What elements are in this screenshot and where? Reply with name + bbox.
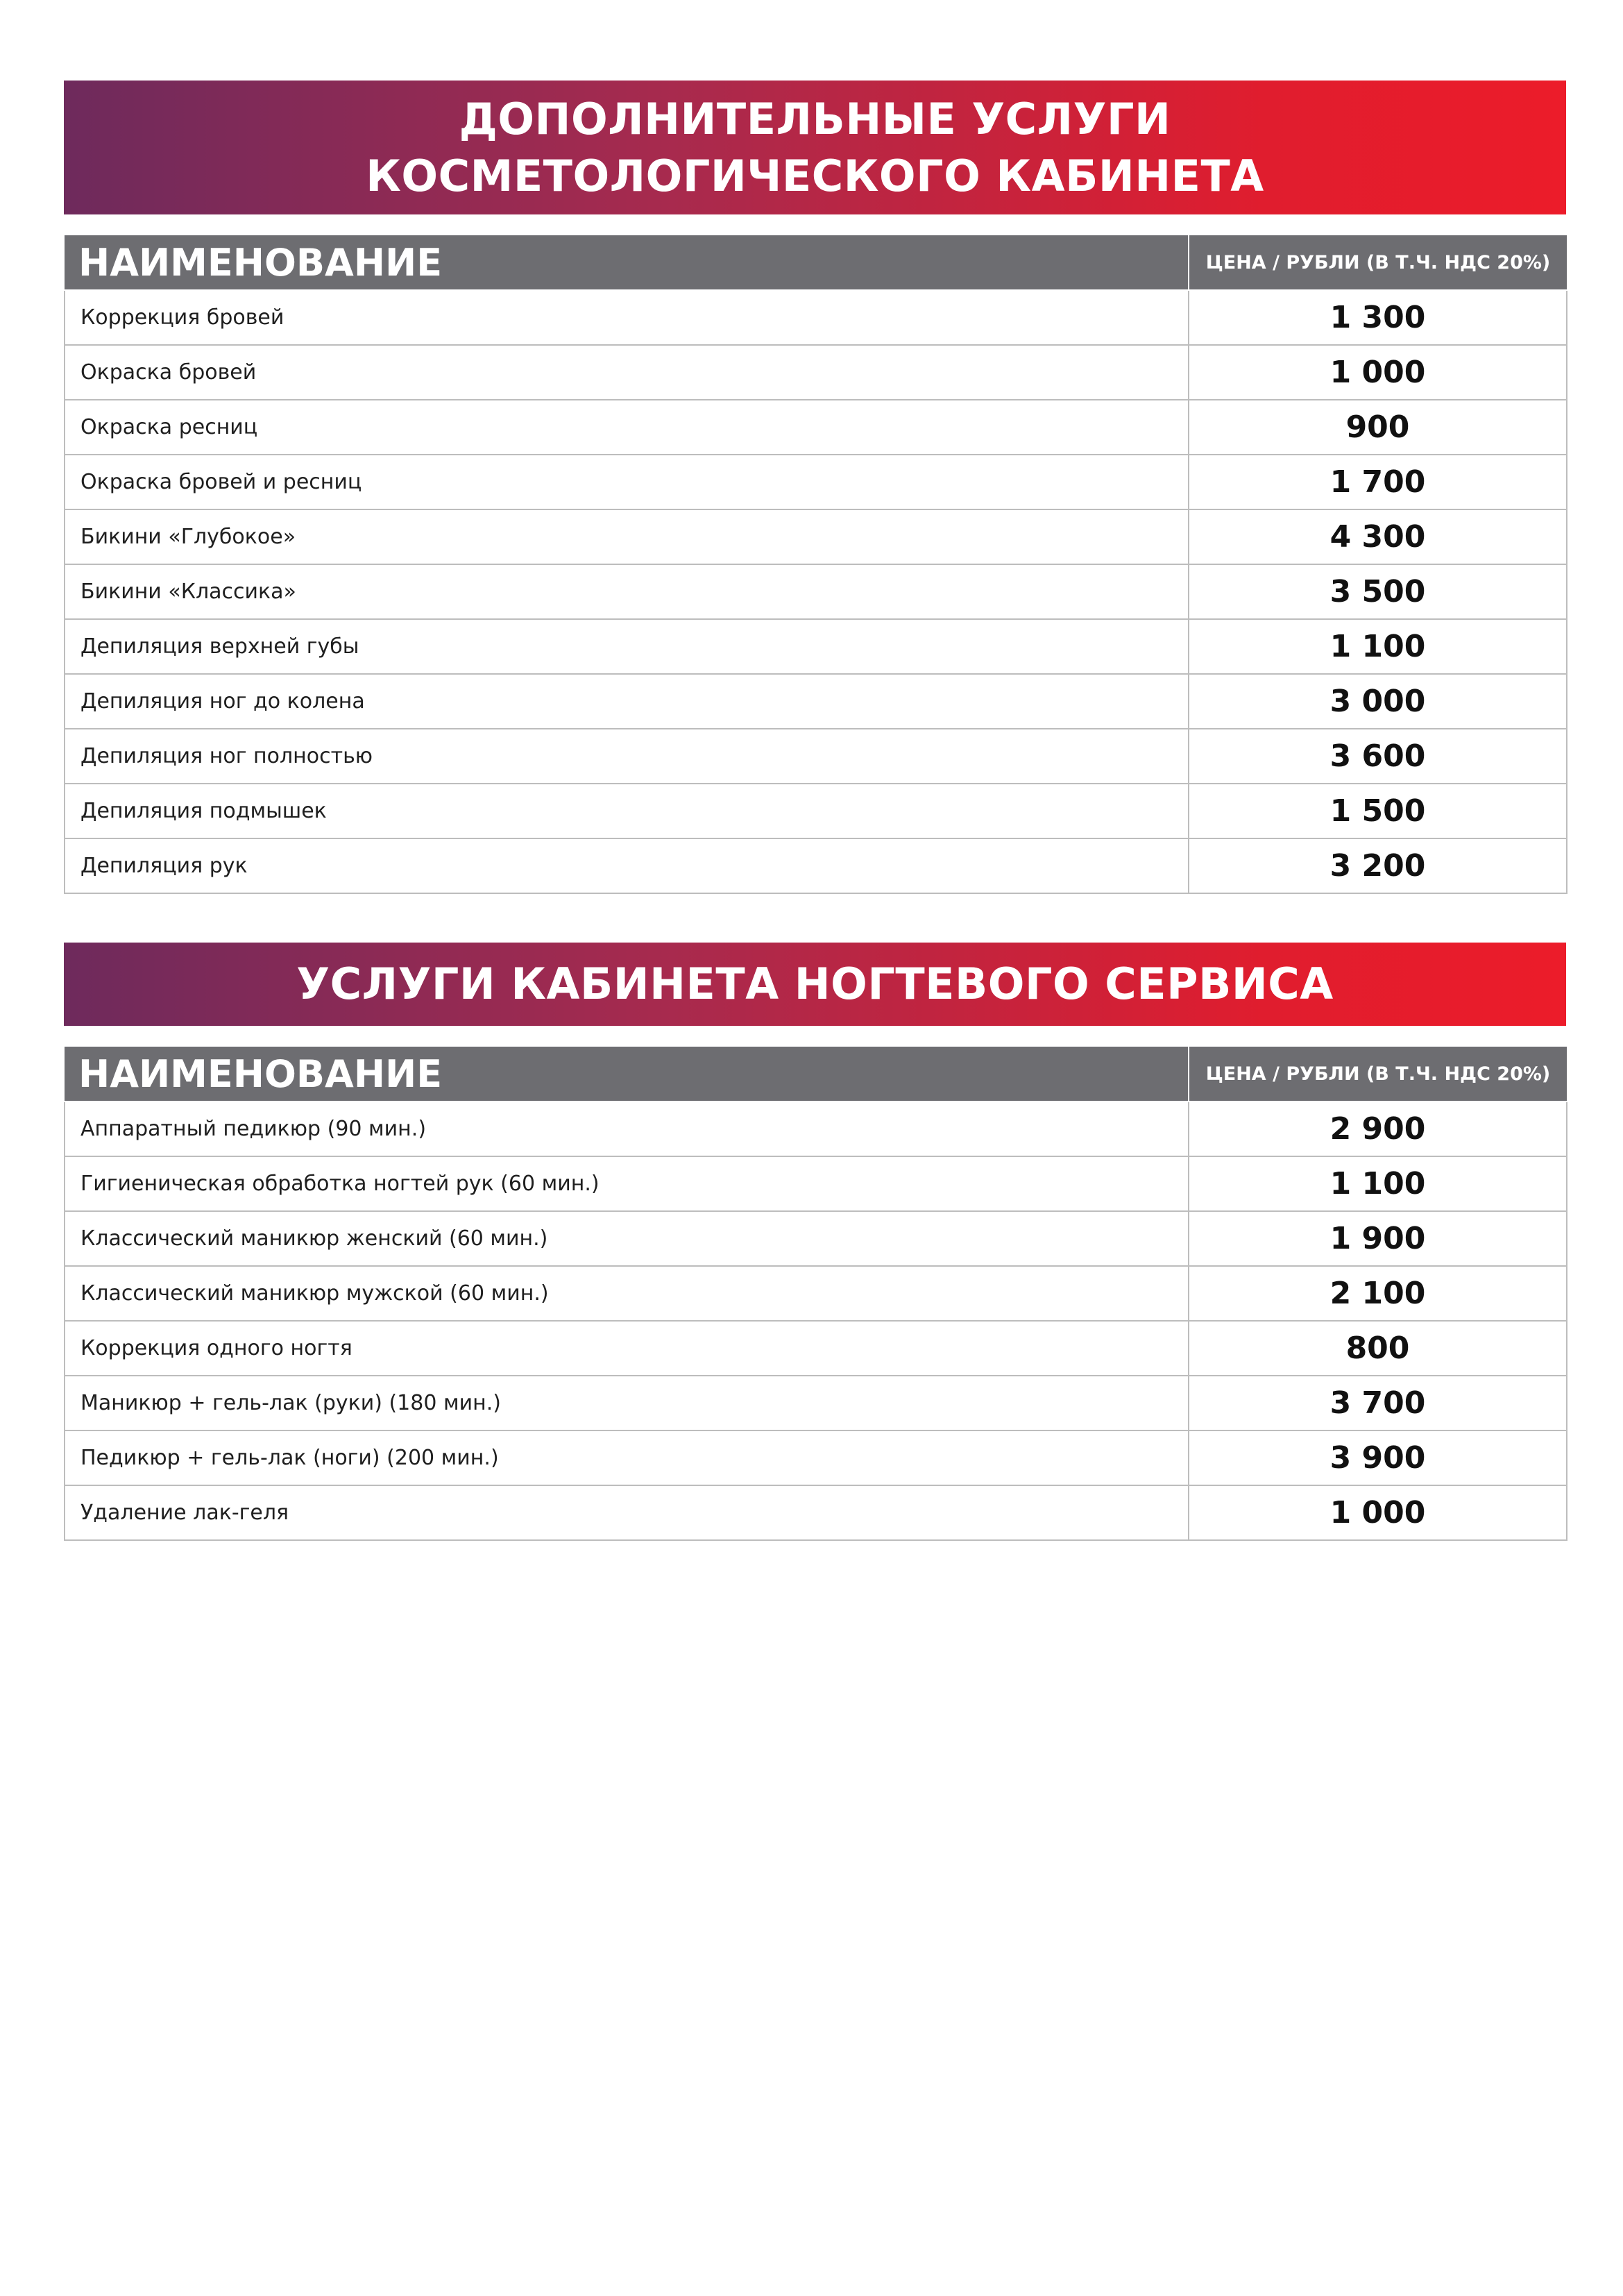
column-header-price: ЦЕНА / РУБЛИ (В Т.Ч. НДС 20%): [1189, 1047, 1567, 1101]
service-name: Удаление лак-геля: [65, 1485, 1189, 1540]
service-price: 1 300: [1189, 290, 1567, 345]
service-name: Педикюр + гель-лак (ноги) (200 мин.): [65, 1430, 1189, 1485]
nail-service-section: [64, 943, 1566, 1541]
service-price: 1 900: [1189, 1211, 1567, 1266]
price-table: [64, 1047, 1567, 1541]
table-row: [65, 1101, 1567, 1156]
table-row: [65, 784, 1567, 838]
table-row: [65, 1211, 1567, 1266]
table-row: [65, 729, 1567, 784]
section-banner: [64, 943, 1566, 1026]
service-price: 1 100: [1189, 619, 1567, 674]
service-price: 1 100: [1189, 1156, 1567, 1211]
table-row: [65, 290, 1567, 345]
table-row: [65, 1485, 1567, 1540]
section-title-line1: ДОПОЛНИТЕЛЬНЫЕ УСЛУГИ: [459, 93, 1171, 144]
service-name: Депиляция ног до колена: [65, 674, 1189, 729]
table-row: [65, 1266, 1567, 1321]
service-name: Бикини «Глубокое»: [65, 509, 1189, 564]
service-name: Классический маникюр женский (60 мин.): [65, 1211, 1189, 1266]
table-row: [65, 455, 1567, 509]
table-row: [65, 400, 1567, 455]
cosmetology-section: [64, 81, 1566, 894]
service-name: Окраска бровей: [65, 345, 1189, 400]
section-title: УСЛУГИ КАБИНЕТА НОГТЕВОГО СЕРВИСА: [296, 959, 1334, 1009]
table-row: [65, 1430, 1567, 1485]
service-price: 3 600: [1189, 729, 1567, 784]
column-header-name: НАИМЕНОВАНИЕ: [65, 235, 1189, 290]
service-name: Аппаратный педикюр (90 мин.): [65, 1101, 1189, 1156]
service-name: Классический маникюр мужской (60 мин.): [65, 1266, 1189, 1321]
table-row: [65, 564, 1567, 619]
section-title-line2: КОСМЕТОЛОГИЧЕСКОГО КАБИНЕТА: [366, 150, 1264, 201]
service-name: Окраска бровей и ресниц: [65, 455, 1189, 509]
service-name: Депиляция подмышек: [65, 784, 1189, 838]
service-price: 3 900: [1189, 1430, 1567, 1485]
service-price: 900: [1189, 400, 1567, 455]
service-name: Гигиеническая обработка ногтей рук (60 мин.): [65, 1156, 1189, 1211]
service-name: Депиляция верхней губы: [65, 619, 1189, 674]
column-header-name: НАИМЕНОВАНИЕ: [65, 1047, 1189, 1101]
service-price: 1 000: [1189, 345, 1567, 400]
table-row: [65, 1376, 1567, 1430]
service-price: 3 000: [1189, 674, 1567, 729]
table-row: [65, 619, 1567, 674]
service-name: Коррекция бровей: [65, 290, 1189, 345]
service-price: 2 900: [1189, 1101, 1567, 1156]
service-price: 3 200: [1189, 838, 1567, 893]
table-row: [65, 674, 1567, 729]
table-row: [65, 509, 1567, 564]
service-name: Маникюр + гель-лак (руки) (180 мин.): [65, 1376, 1189, 1430]
table-row: [65, 1156, 1567, 1211]
column-header-price: ЦЕНА / РУБЛИ (В Т.Ч. НДС 20%): [1189, 235, 1567, 290]
service-price: 3 700: [1189, 1376, 1567, 1430]
table-row: [65, 1321, 1567, 1376]
service-price: 1 000: [1189, 1485, 1567, 1540]
service-name: Депиляция ног полностью: [65, 729, 1189, 784]
price-table: [64, 235, 1567, 894]
service-price: 1 700: [1189, 455, 1567, 509]
service-name: Бикини «Классика»: [65, 564, 1189, 619]
service-price: 1 500: [1189, 784, 1567, 838]
section-banner: [64, 81, 1566, 214]
table-row: [65, 838, 1567, 893]
service-price: 4 300: [1189, 509, 1567, 564]
service-price: 3 500: [1189, 564, 1567, 619]
service-name: Окраска ресниц: [65, 400, 1189, 455]
service-price: 2 100: [1189, 1266, 1567, 1321]
table-row: [65, 345, 1567, 400]
service-name: Депиляция рук: [65, 838, 1189, 893]
service-price: 800: [1189, 1321, 1567, 1376]
service-name: Коррекция одного ногтя: [65, 1321, 1189, 1376]
